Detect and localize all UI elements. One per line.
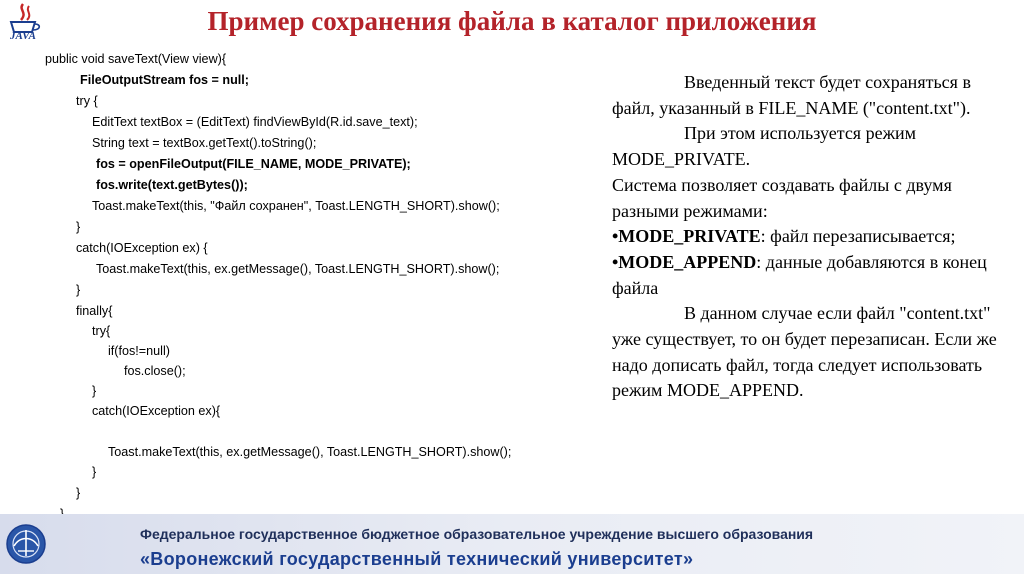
description-paragraph: При этом используется режим MODE_PRIVATE. xyxy=(612,123,917,170)
code-line: if(fos!=null) xyxy=(108,344,170,358)
code-line: Toast.makeText(this, ex.getMessage(), Toast.LENGTH_SHORT).show(); xyxy=(108,445,512,459)
code-line: catch(IOException ex){ xyxy=(92,404,221,418)
java-logo-text: JAVA xyxy=(10,30,36,42)
code-line: catch(IOException ex) { xyxy=(76,241,208,255)
code-line: } xyxy=(92,384,97,398)
bullet-text: : данные добавляются в конец файла xyxy=(612,251,987,298)
code-line: fos = openFileOutput(FILE_NAME, MODE_PRIVATE); xyxy=(96,157,411,171)
code-line: Toast.makeText(this, ex.getMessage(), Toast.LENGTH_SHORT).show(); xyxy=(96,262,500,276)
code-line: finally{ xyxy=(76,304,113,318)
bullet-item xyxy=(612,224,1012,250)
code-line: FileOutputStream fos = null; xyxy=(80,73,249,87)
bullet-text: : файл перезаписывается; xyxy=(760,226,956,247)
university-emblem-icon xyxy=(6,520,46,568)
bullet-item xyxy=(612,250,1012,301)
page-title: Пример сохранения файла в каталог приложения xyxy=(207,6,817,36)
code-line: try { xyxy=(76,94,98,108)
code-line: } xyxy=(92,465,97,479)
code-line: } xyxy=(76,220,81,234)
footer-institution-type: Федеральное государственное бюджетное образовательное учреждение высшего образования xyxy=(140,526,814,542)
code-line: Toast.makeText(this, "Файл сохранен", Toast.LENGTH_SHORT).show(); xyxy=(92,199,500,213)
code-line: } xyxy=(76,486,81,500)
code-line: fos.close(); xyxy=(124,364,186,378)
description-paragraph: Система позволяет создавать файлы с двумя разными режимами: xyxy=(612,174,952,221)
code-line: EditText textBox = (EditText) findViewById(R.id.save_text); xyxy=(92,115,418,129)
code-line: public void saveText(View view){ xyxy=(45,52,227,66)
code-line: String text = textBox.getText().toString(); xyxy=(92,136,317,150)
description-paragraph: В данном случае если файл "content.txt" уже существует, то он будет перезаписан. Если же надо дописать файл, тогда следует использовать режим MODE_APPEND. xyxy=(612,303,997,401)
footer xyxy=(0,514,1024,574)
bullet-term: •MODE_PRIVATE xyxy=(612,226,761,247)
code-line: try{ xyxy=(92,324,111,338)
code-line: } xyxy=(76,283,81,297)
bullet-term: •MODE_APPEND xyxy=(612,251,757,272)
description-text xyxy=(612,70,1012,404)
description-paragraph: Введенный текст будет сохраняться в файл, указанный в FILE_NAME ("content.txt"). xyxy=(612,72,971,118)
footer-university-name: «Воронежский государственный технический университет» xyxy=(140,549,694,569)
code-line: fos.write(text.getBytes()); xyxy=(96,178,248,192)
